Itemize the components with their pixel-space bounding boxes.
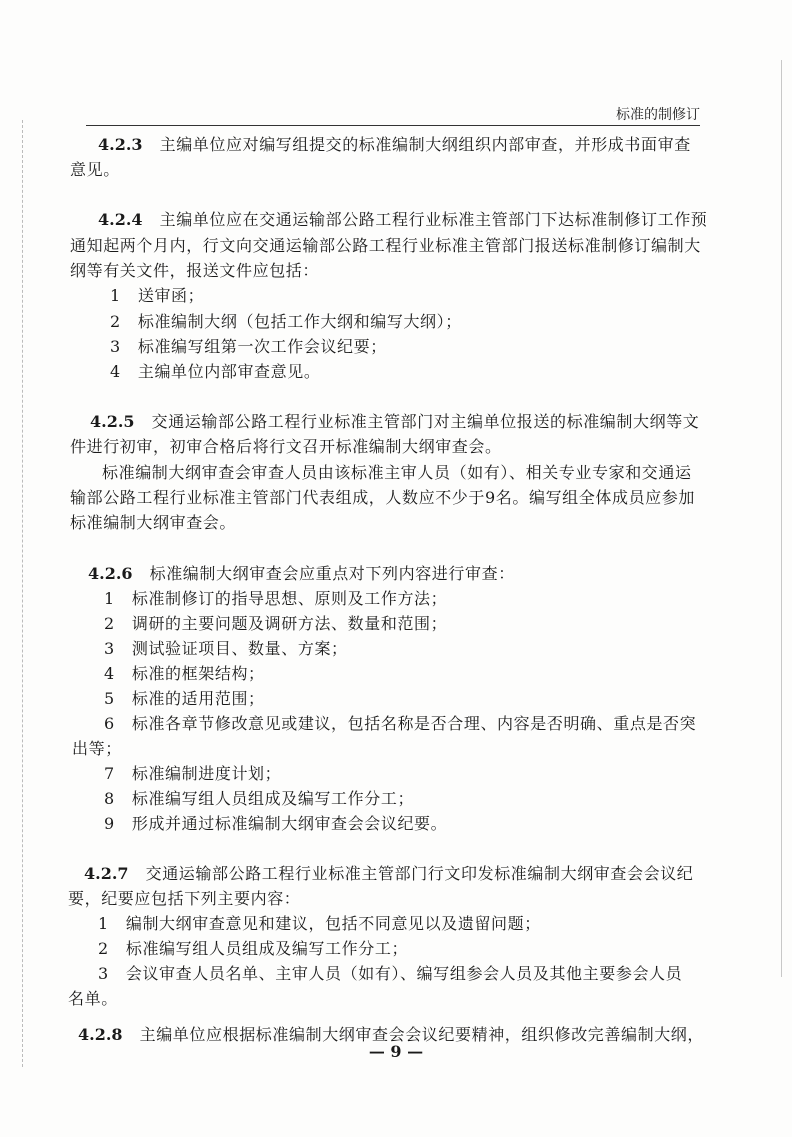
page-number: — 9 — [368, 1042, 424, 1061]
list-item-continuation: 出等； [72, 739, 122, 758]
header-rule [86, 125, 700, 126]
list-item: 9 形成并通过标准编制大纲审查会会议纪要。 [104, 814, 448, 833]
clause-number: 4.2.5 [90, 412, 135, 431]
section-4-2-7-line-1: 4.2.7 交通运输部公路工程行业标准主管部门行文印发标准编制大纲审查会会议纪 [84, 864, 694, 883]
list-item: 7 标准编制进度计划； [104, 764, 282, 783]
list-item-continuation: 名单。 [68, 989, 118, 1008]
clause-number: 4.2.4 [98, 210, 143, 229]
list-item: 5 标准的适用范围； [104, 689, 265, 708]
list-item: 3 会议审查人员名单、主审人员（如有）、编写组参会人员及其他主要参会人员 [98, 964, 683, 983]
section-4-2-4-line-1: 4.2.4 主编单位应在交通运输部公路工程行业标准主管部门下达标准制修订工作预 [98, 210, 708, 229]
section-4-2-5-line-5: 标准编制大纲审查会。 [70, 513, 237, 532]
section-4-2-5-line-4: 输部公路工程行业标准主管部门代表组成，人数应不少于9名。编写组全体成员应参加 [70, 488, 695, 507]
section-4-2-7-line-2: 要，纪要应包括下列主要内容： [68, 889, 301, 908]
clause-number: 4.2.7 [84, 864, 129, 883]
list-item: 1 送审函； [110, 286, 205, 305]
section-4-2-3-line-1: 4.2.3 主编单位应对编写组提交的标准编制大纲组织内部审查，并形成书面审查 [98, 135, 691, 154]
list-item: 8 标准编写组人员组成及编写工作分工； [104, 789, 415, 808]
section-4-2-6-line-1: 4.2.6 标准编制大纲审查会应重点对下列内容进行审查： [88, 564, 515, 583]
section-4-2-4-line-3: 纲等有关文件，报送文件应包括： [70, 261, 320, 280]
section-4-2-5-line-1: 4.2.5 交通运输部公路工程行业标准主管部门对主编单位报送的标准编制大纲等文 [90, 412, 700, 431]
list-item: 6 标准各章节修改意见或建议，包括名称是否合理、内容是否明确、重点是否突 [104, 714, 697, 733]
section-4-2-4-line-2: 通知起两个月内，行文向交通运输部公路工程行业标准主管部门报送标准制修订编制大 [70, 236, 701, 255]
clause-number: 4.2.3 [98, 135, 143, 154]
scan-edge-left [22, 120, 23, 1067]
section-4-2-8-line-1: 4.2.8 主编单位应根据标准编制大纲审查会会议纪要精神，组织修改完善编制大纲， [78, 1025, 705, 1044]
list-item: 4 主编单位内部审查意见。 [110, 362, 321, 381]
list-item: 3 测试验证项目、数量、方案； [104, 639, 348, 658]
list-item: 1 编制大纲审查意见和建议，包括不同意见以及遗留问题； [98, 914, 541, 933]
section-4-2-5-line-3: 标准编制大纲审查会审查人员由该标准主审人员（如有）、相关专业专家和交通运 [102, 463, 692, 482]
list-item: 3 标准编写组第一次工作会议纪要； [110, 337, 387, 356]
list-item: 2 标准编制大纲（包括工作大纲和编写大纲）； [110, 312, 462, 331]
list-item: 2 调研的主要问题及调研方法、数量和范围； [104, 614, 448, 633]
list-item: 2 标准编写组人员组成及编写工作分工； [98, 939, 409, 958]
clause-number: 4.2.8 [78, 1025, 123, 1044]
clause-number: 4.2.6 [88, 564, 133, 583]
running-header: 标准的制修订 [616, 107, 700, 123]
section-4-2-5-line-2: 件进行初审，初审合格后将行文召开标准编制大纲审查会。 [70, 437, 502, 456]
list-item: 1 标准制修订的指导思想、原则及工作方法； [104, 589, 448, 608]
list-item: 4 标准的框架结构； [104, 664, 265, 683]
section-4-2-3-line-2: 意见。 [70, 160, 120, 179]
scan-edge-right [781, 60, 782, 977]
